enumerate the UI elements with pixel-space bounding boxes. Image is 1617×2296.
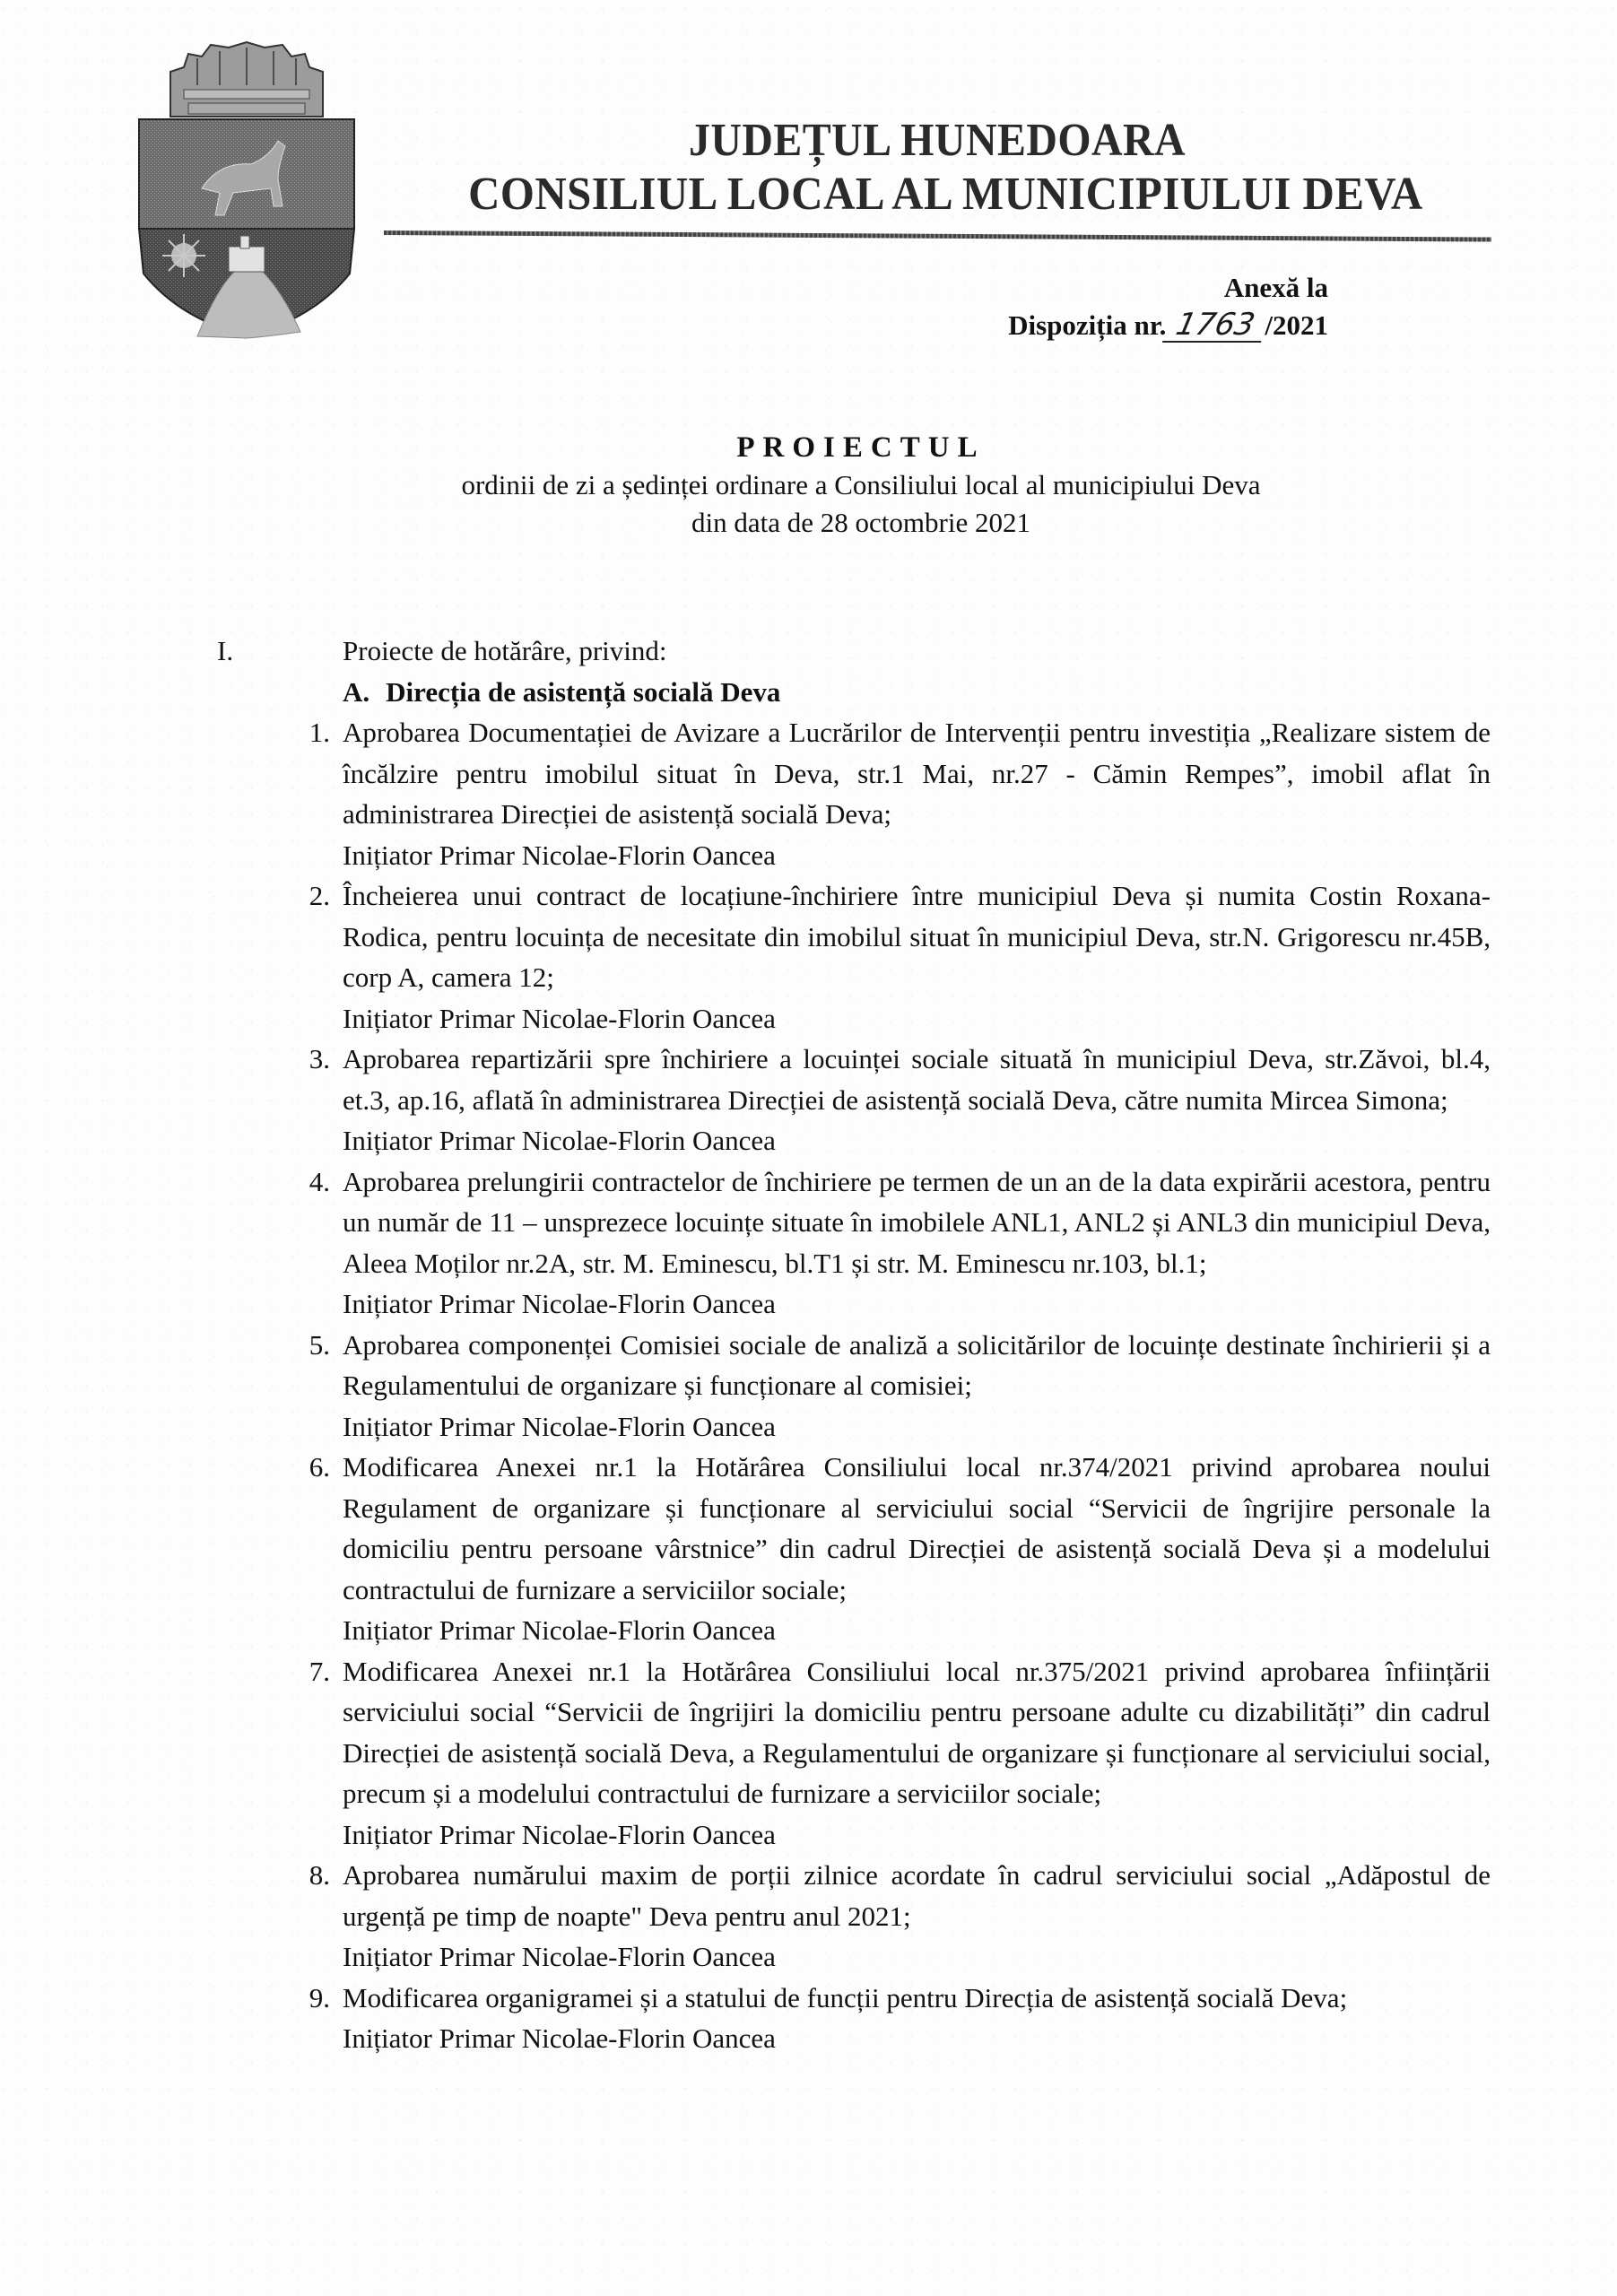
item-number: 4. [309, 1165, 330, 1197]
item-initiator: Inițiator Primar Nicolae-Florin Oancea [343, 1818, 776, 1850]
item-text: Aprobarea componenței Comisiei sociale de analiză a solicitărilor de locuințe destinate închirierii și a Regulamentului de organizare și funcționare al comisiei; [343, 1328, 1491, 1401]
agenda-item [199, 1651, 1491, 1856]
annex-label: Anexă la [1223, 272, 1328, 303]
document-title-block [341, 429, 1381, 542]
item-number: 5. [309, 1328, 330, 1361]
agenda-item [199, 1447, 1491, 1651]
item-text: Aprobarea repartizării spre închiriere a locuinței sociale situată în municipiul Deva, str.Zăvoi, bl.4, et.3, ap.16, aflată în administrarea Direcției de asistență socială Deva, către numita Mircea Simona; [343, 1043, 1491, 1116]
item-text: Modificarea organigramei și a statului de funcții pentru Direcția de asistență socială Deva; [343, 1981, 1348, 2013]
document-subtitle: ordinii de zi a ședinței ordinare a Consiliului local al municipiului Deva [461, 469, 1261, 500]
item-text: Aprobarea Documentației de Avizare a Lucrărilor de Intervenții pentru investiția „Realizare sistem de încălzire pentru imobilul situat în Deva, str.1 Mai, nr.27 - Cămin Rempes”, imobil aflat în administrarea Direcției de asistență socială Deva; [343, 717, 1491, 830]
agenda-item [199, 875, 1491, 1039]
item-text: Încheierea unui contract de locațiune-închiriere între municipiul Deva și numita Costin Roxana-Rodica, pentru locuința de necesitate din imobilul situat în municipiul Deva, str.N. Grigorescu nr.45B, corp A, camera 12; [343, 880, 1491, 993]
item-initiator: Inițiator Primar Nicolae-Florin Oancea [343, 1125, 776, 1156]
agenda-item [199, 1325, 1491, 1448]
disposition-year: /2021 [1265, 309, 1328, 341]
header-divider [384, 230, 1491, 242]
disposition-number: 1763 [1162, 309, 1268, 343]
agenda-item [199, 712, 1491, 875]
item-initiator: Inițiator Primar Nicolae-Florin Oancea [343, 1002, 776, 1034]
county-name: JUDEȚUL HUNEDOARA [688, 115, 1187, 166]
item-initiator: Inițiator Primar Nicolae-Florin Oancea [343, 1941, 776, 1972]
item-number: 1. [309, 717, 330, 748]
item-number: 8. [309, 1859, 330, 1891]
agenda-list [199, 631, 1491, 2059]
annex-reference [1008, 269, 1328, 344]
item-initiator: Inițiator Primar Nicolae-Florin Oancea [343, 1410, 776, 1442]
meeting-date: din data de 28 octombrie 2021 [691, 507, 1030, 538]
agenda-item [199, 1855, 1491, 1978]
item-number: 6. [309, 1451, 330, 1483]
section-heading-row [199, 631, 1491, 672]
subsection-letter: A. [343, 675, 370, 708]
document-title: PROIECTUL [736, 431, 986, 464]
item-initiator: Inițiator Primar Nicolae-Florin Oancea [343, 839, 776, 871]
subsection-heading [343, 672, 1491, 713]
subsection-title: Direcția de asistență socială Deva [386, 675, 781, 708]
agenda-item [199, 1039, 1491, 1161]
disposition-label: Dispoziția nr. [1008, 309, 1167, 341]
agenda-item [199, 1161, 1491, 1325]
section-heading: Proiecte de hotărâre, privind: [343, 635, 667, 666]
item-text: Modificarea Anexei nr.1 la Hotărârea Consiliului local nr.374/2021 privind aprobarea noului Regulament de organizare și funcționare al serviciului social “Servicii de îngrijire personale la domiciliu pentru persoane vârstnice” din cadrul Direcției de asistență socială Deva și a modelului contractului de furnizare a serviciilor sociale; [343, 1451, 1491, 1605]
letterhead [386, 115, 1489, 222]
item-number: 7. [309, 1655, 330, 1687]
item-initiator: Inițiator Primar Nicolae-Florin Oancea [343, 1288, 776, 1319]
coat-of-arms-icon [135, 40, 359, 341]
item-number: 9. [309, 1981, 330, 2013]
council-name: CONSILIUL LOCAL AL MUNICIPIULUI DEVA [468, 169, 1423, 220]
item-text: Modificarea Anexei nr.1 la Hotărârea Consiliului local nr.375/2021 privind aprobarea înființării serviciului social “Servicii de îngrijiri la domiciliu pentru persoane adulte cu dizabilități” din cadrul Direcției de asistență socială Deva, a Regulamentului de organizare și funcționare al serviciului social, precum și a modelului contractului de furnizare a serviciilor sociale; [343, 1655, 1491, 1809]
item-number: 2. [309, 880, 330, 911]
item-text: Aprobarea numărului maxim de porții zilnice acordate în cadrul serviciului social „Adăpostul de urgență pe timp de noapte" Deva pentru anul 2021; [343, 1859, 1491, 1932]
item-text: Aprobarea prelungirii contractelor de închiriere pe termen de un an de la data expirării acestora, pentru un număr de 11 – unsprezece locuințe situate în imobilele ANL1, ANL2 și ANL3 din municipiul Deva, Aleea Moților nr.2A, str. M. Eminescu, bl.T1 și str. M. Eminescu nr.103, bl.1; [343, 1165, 1491, 1279]
section-numeral: I. [217, 635, 234, 666]
item-number: 3. [309, 1043, 330, 1074]
item-initiator: Inițiator Primar Nicolae-Florin Oancea [343, 1614, 776, 1646]
agenda-item [199, 1978, 1491, 2059]
item-initiator: Inițiator Primar Nicolae-Florin Oancea [343, 2022, 776, 2054]
